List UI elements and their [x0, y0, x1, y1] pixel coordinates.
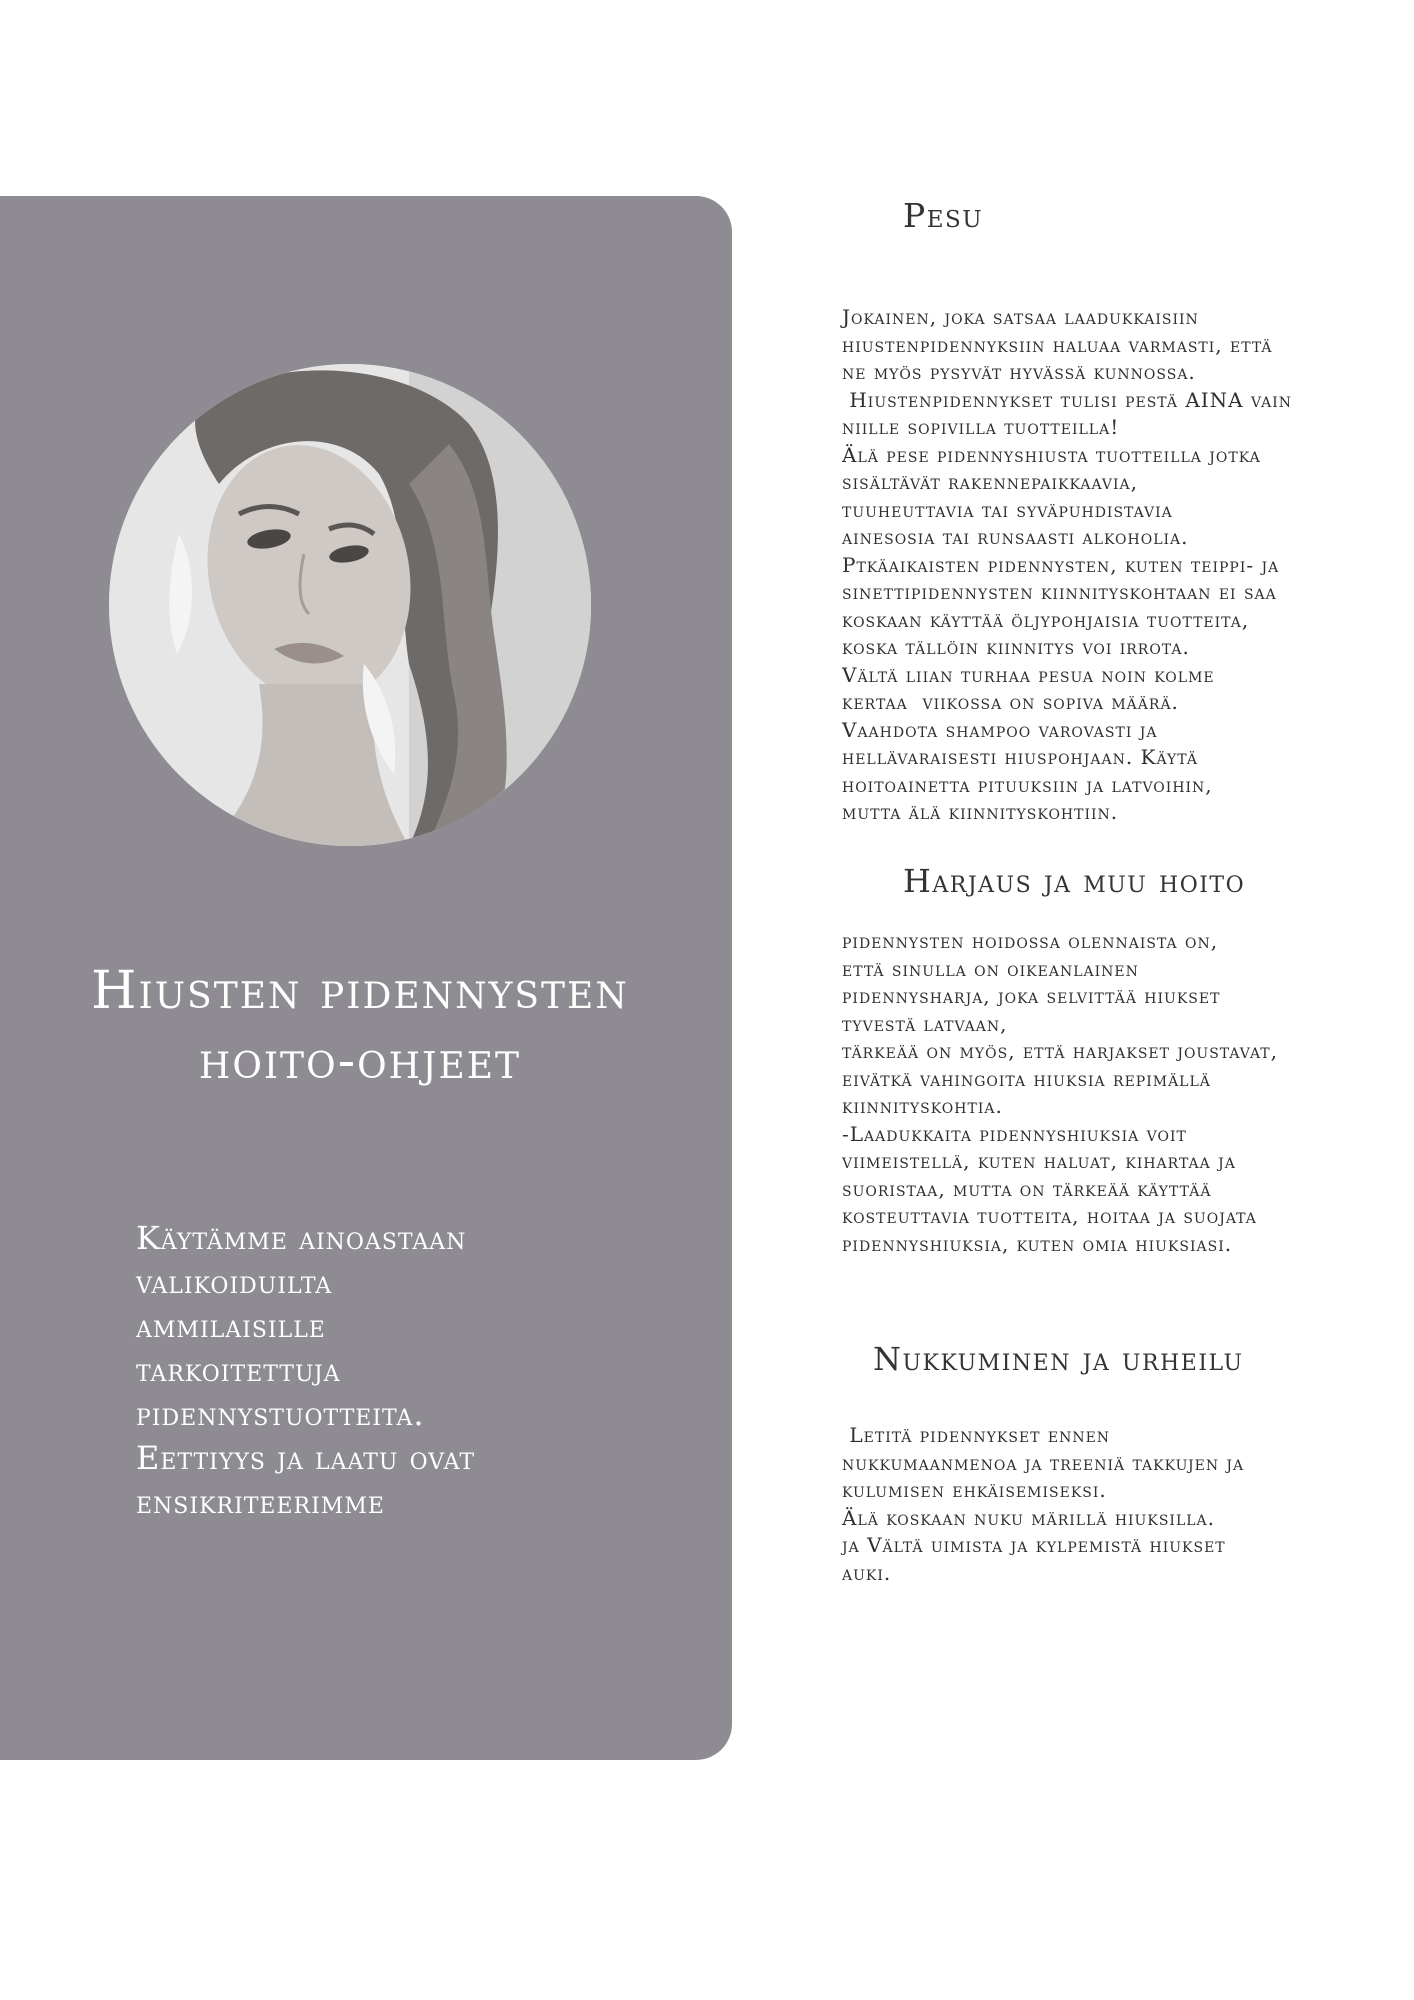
body-line: Älä pese pidennyshiusta tuotteilla jotka: [842, 442, 1261, 467]
body-line: ainesosia tai runsaasti alkoholia.: [842, 525, 1189, 549]
body-line: Jokainen, joka satsaa laadukkaisiin: [842, 305, 1199, 329]
tagline-line: ammilaisille: [136, 1307, 326, 1345]
body-line: pidennysten hoidossa olennaista on,: [842, 929, 1219, 953]
body-line: tuuheuttavia tai syväpuhdistavia: [842, 497, 1173, 522]
tagline: [136, 1216, 576, 1524]
portrait-photo: [109, 364, 591, 846]
tagline-line: tarkoitettuja: [136, 1351, 341, 1389]
body-line: mutta älä kiinnityskohtiin.: [842, 800, 1119, 824]
body-line: sisältävät rakennepaikkaavia,: [842, 470, 1138, 494]
body-line: hellävaraisesti hiuspohjaan. Käytä: [842, 745, 1198, 769]
section-body-harjaus: [842, 928, 1342, 1258]
section-title-nukkuminen: Nukkuminen ja urheilu: [873, 1340, 1244, 1378]
body-line: kiinnityskohtia.: [842, 1094, 1003, 1118]
woman-portrait-image: [109, 364, 591, 846]
body-line: suoristaa, mutta on tärkeää käyttää: [842, 1176, 1212, 1201]
body-line: pidennysharja, joka selvittää hiukset: [842, 984, 1221, 1008]
body-line: Ptkäaikaisten pidennysten, kuten teippi- ja: [842, 552, 1280, 577]
body-line: koskaan käyttää öljypohjaisia tuotteita,: [842, 607, 1250, 632]
body-line: sinettipidennysten kiinnityskohtaan ei saa: [842, 580, 1277, 604]
section-title-harjaus: Harjaus ja muu hoito: [903, 862, 1246, 900]
title-line: Hiusten pidennysten: [91, 961, 629, 1021]
body-line: Hiustenpidennykset tulisi pestä AINA vain: [842, 387, 1293, 412]
body-line: hoitoainetta pituuksiin ja latvoihin,: [842, 772, 1213, 797]
body-line: Vaahdota shampoo varovasti ja: [842, 717, 1158, 742]
body-line: nukkumaanmenoa ja treeniä takkujen ja: [842, 1450, 1245, 1475]
tagline-line: pidennystuotteita.: [136, 1395, 425, 1433]
title-line: hoito-ohjeet: [198, 1031, 522, 1091]
body-line: että sinulla on oikeanlainen: [842, 956, 1139, 981]
body-line: niille sopivilla tuotteilla!: [842, 415, 1120, 439]
page-title: [40, 956, 680, 1096]
body-line: kertaa viikossa on sopiva määrä.: [842, 690, 1179, 714]
body-line: tyvestä latvaan,: [842, 1011, 1008, 1036]
section-body-pesu: [842, 304, 1342, 827]
tagline-line: valikoiduilta: [136, 1263, 333, 1301]
body-line: tärkeää on myös, että harjakset joustavat,: [842, 1039, 1278, 1063]
body-line: koska tällöin kiinnitys voi irrota.: [842, 635, 1190, 659]
body-line: kulumisen ehkäisemiseksi.: [842, 1478, 1107, 1502]
body-line: hiustenpidennyksiin haluaa varmasti, että: [842, 332, 1273, 357]
body-line: -Laadukkaita pidennyshiuksia voit: [842, 1121, 1187, 1146]
left-panel: [0, 196, 732, 1760]
body-line: kosteuttavia tuotteita, hoitaa ja suojata: [842, 1204, 1257, 1228]
body-line: pidennyshiuksia, kuten omia hiuksiasi.: [842, 1231, 1233, 1256]
section-title-pesu: Pesu: [903, 196, 984, 235]
tagline-line: Käytämme ainoastaan: [136, 1219, 467, 1257]
tagline-line: ensikriteerimme: [136, 1483, 385, 1521]
body-line: viimeistellä, kuten haluat, kihartaa ja: [842, 1149, 1236, 1173]
body-line: Letitä pidennykset ennen: [842, 1423, 1111, 1447]
tagline-line: Eettiyys ja laatu ovat: [136, 1439, 476, 1477]
body-line: eivätkä vahingoita hiuksia repimällä: [842, 1066, 1211, 1091]
body-line: ne myös pysyvät hyvässä kunnossa.: [842, 360, 1196, 384]
section-body-nukkuminen: [842, 1422, 1342, 1587]
body-line: ja Vältä uimista ja kylpemistä hiukset: [842, 1533, 1226, 1557]
body-line: Älä koskaan nuku märillä hiuksilla.: [842, 1505, 1216, 1530]
body-line: Vältä liian turhaa pesua noin kolme: [842, 662, 1215, 687]
body-line: auki.: [842, 1560, 892, 1585]
